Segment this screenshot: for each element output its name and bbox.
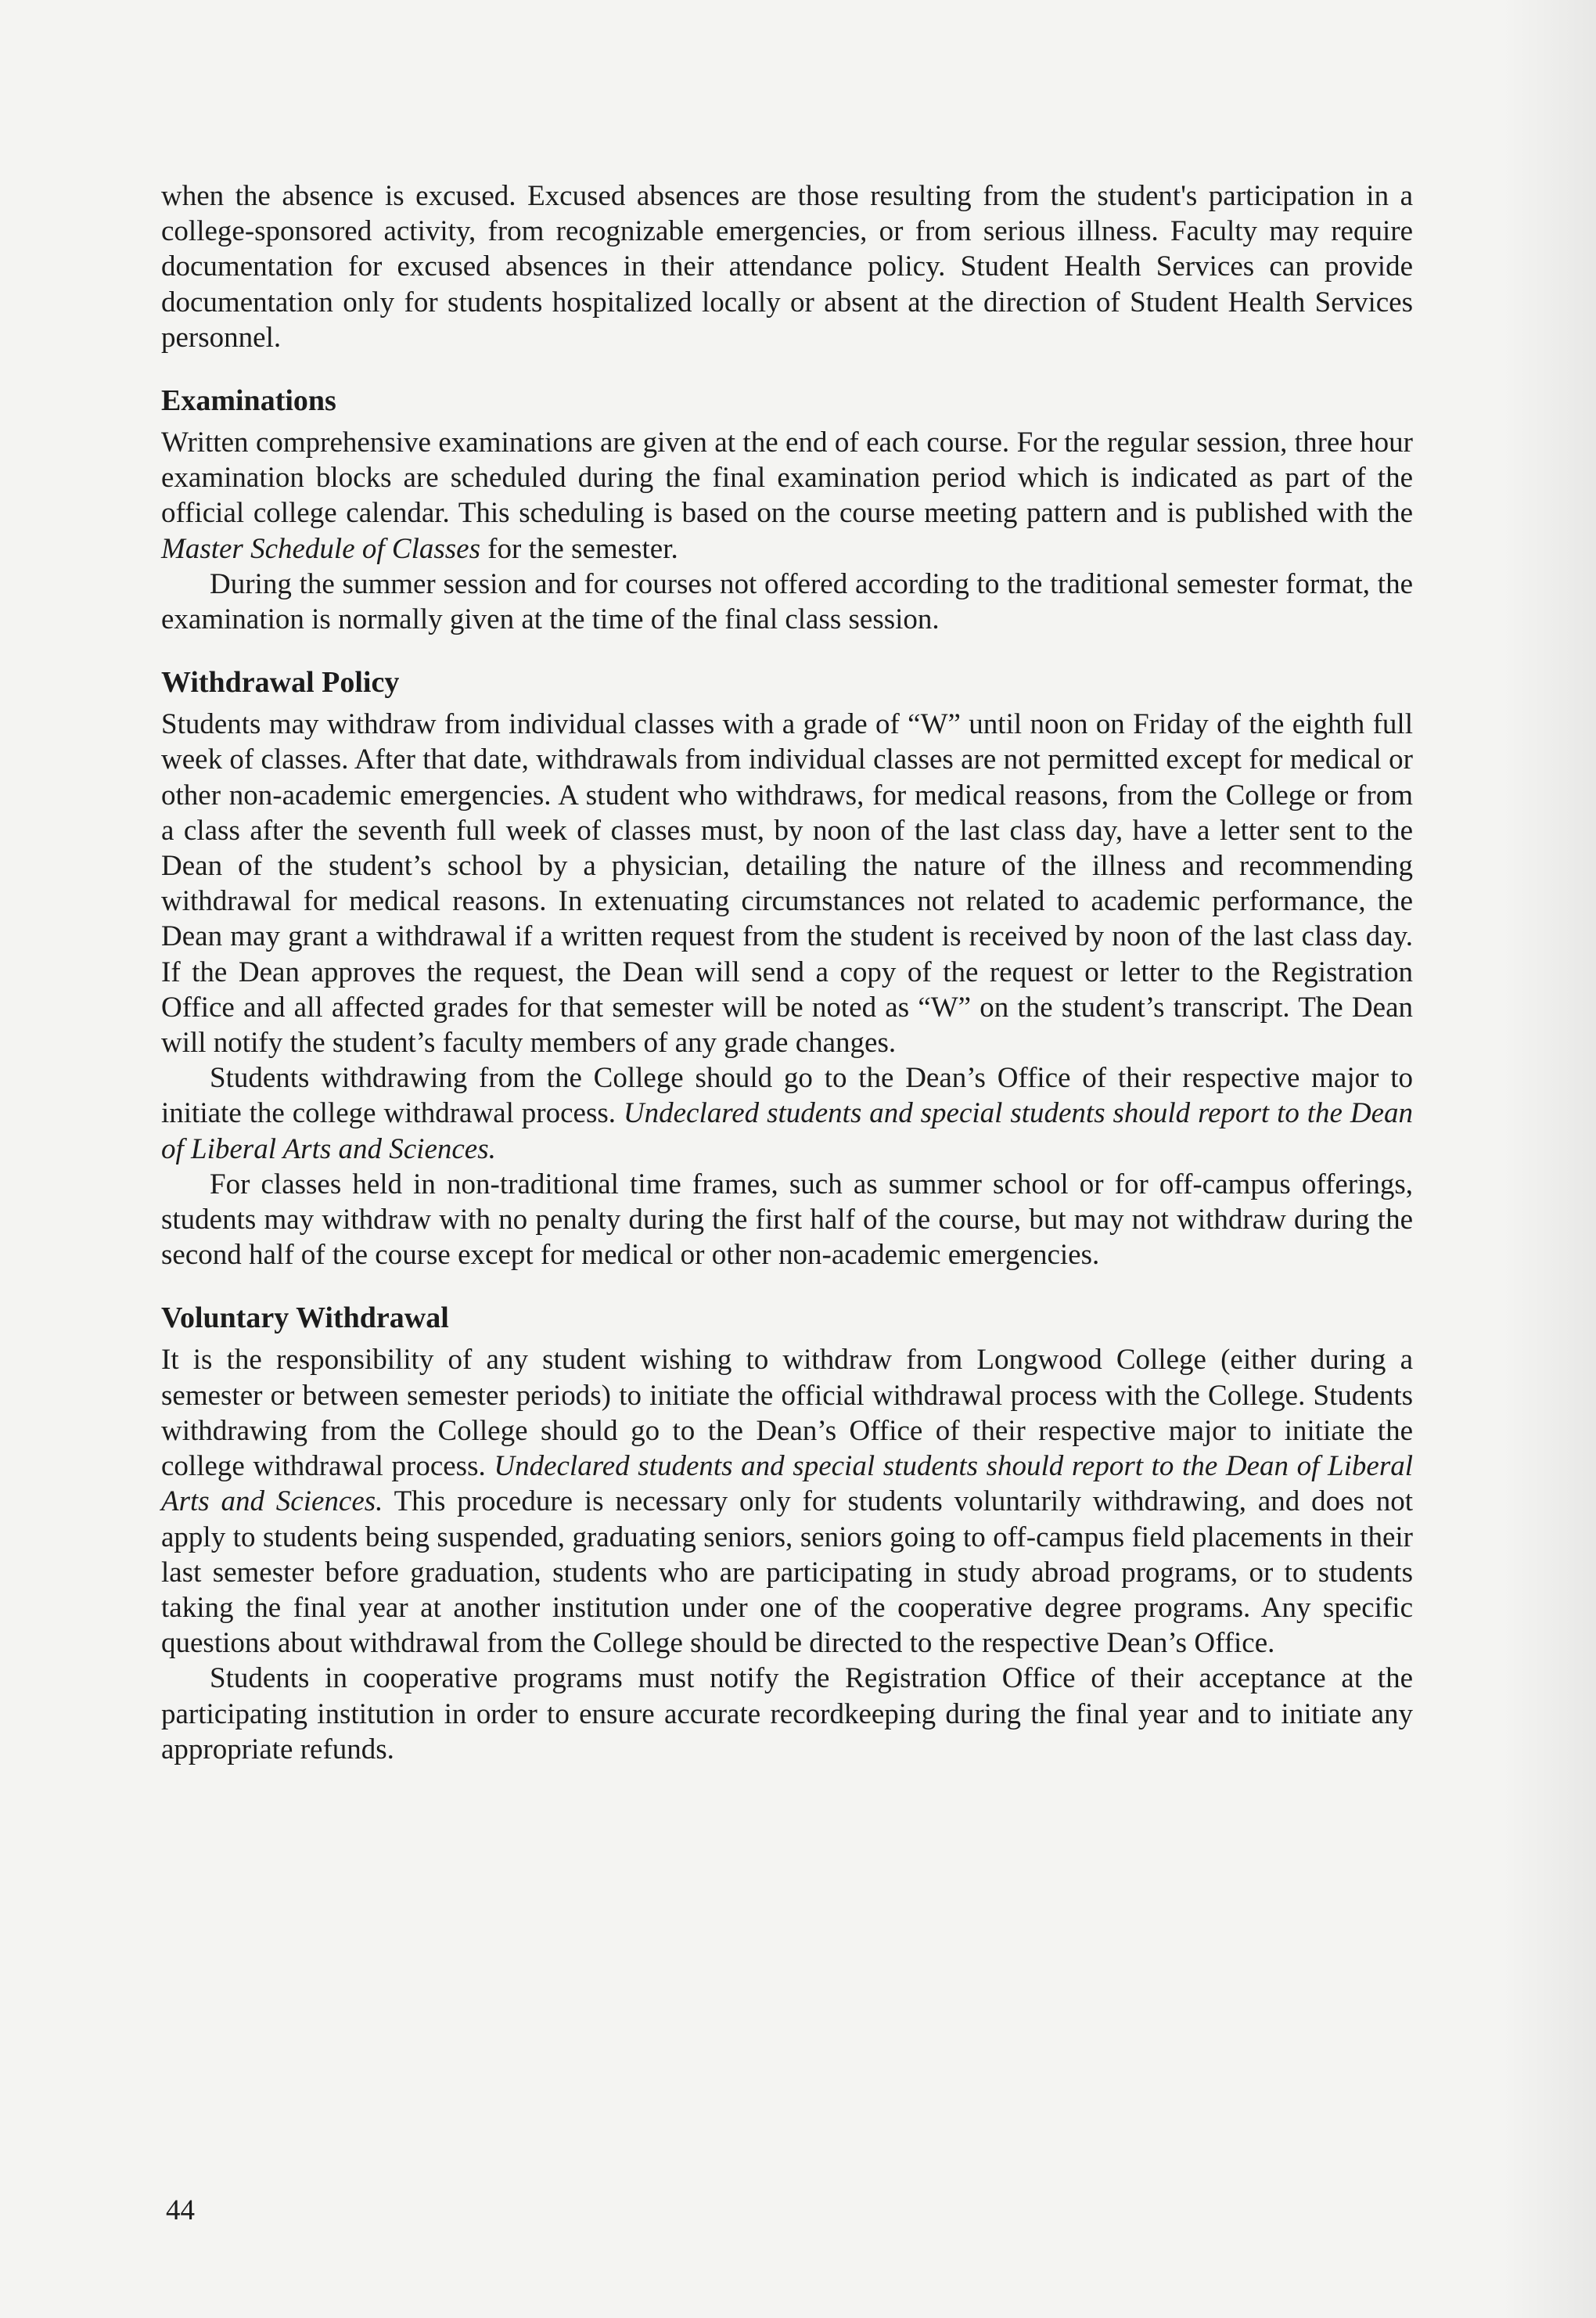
page-edge-shadow: [1502, 0, 1596, 2318]
document-body: [161, 178, 1413, 1767]
intro-paragraph: when the absence is excused. Excused absences are those resulting from the student's participation in a college-sponsored activity, from recognizable emergencies, or from serious illness. Faculty may require documentation for excused absences in their attendance policy. Student Health Services can provide documentation only for students hospitalized locally or absent at the direction of Student Health Services personnel.: [161, 180, 1413, 354]
withdrawal-policy-section: [161, 665, 1413, 1272]
examinations-section: [161, 383, 1413, 637]
withdrawal-policy-text-a: Students withdrawing from the College should go to the Dean’s Office of their respective major to initiate the college withdrawal process.: [161, 1062, 1413, 1130]
voluntary-withdrawal-text-b: This procedure is necessary only for students voluntarily withdrawing, and does not apply to students being suspended, graduating seniors, seniors going to off-campus field placements in their last semester before graduation, students who are participating in study abroad programs, or to students taking the final year at another institution under one of the cooperative degree programs. Any specific questions about withdrawal from the College should be directed to the respective Dean’s Office.: [161, 1485, 1414, 1660]
voluntary-withdrawal-text-a: It is the responsibility of any student wishing to withdraw from Longwood College (either during a semester or between semester periods) to initiate the official withdrawal process with the College. Students withdrawing from the College should go to the Dean’s Office of their respective major to initiate the college withdrawal process.: [161, 1344, 1413, 1483]
voluntary-withdrawal-section: [161, 1301, 1413, 1766]
page-number: 44: [166, 2194, 195, 2226]
undeclared-students-note: Undeclared students and special students should report to the Dean of Liberal Arts and Sciences.: [161, 1097, 1413, 1165]
voluntary-withdrawal-paragraph-1: [161, 1342, 1413, 1661]
withdrawal-policy-paragraph-3: For classes held in non-traditional time frames, such as summer school or for off-campus offerings, students may withdraw with no penalty during the first half of the course, but may not withdraw during the second half of the course except for medical or other non-academic emergencies.: [161, 1168, 1413, 1272]
examinations-text-b: for the semester.: [480, 532, 678, 565]
withdrawal-policy-heading: Withdrawal Policy: [161, 666, 400, 700]
voluntary-withdrawal-heading: Voluntary Withdrawal: [161, 1301, 449, 1335]
master-schedule-title: Master Schedule of Classes: [161, 532, 480, 565]
examinations-text-a: Written comprehensive examinations are given at the end of each course. For the regular session, three hour examination blocks are scheduled during the final examination period which is indicated as part of the official college calendar. This scheduling is based on the course meeting pattern and is published with the: [161, 427, 1413, 530]
withdrawal-policy-paragraph-2: [161, 1060, 1413, 1167]
examinations-heading: Examinations: [161, 384, 336, 418]
withdrawal-policy-paragraph-1: Students may withdraw from individual classes with a grade of “W” until noon on Friday of the eighth full week of classes. After that date, withdrawals from individual classes are not permitted except for medical or other non-academic emergencies. A student who withdraws, for medical reasons, from the College or from a class after the seventh full week of classes must, by noon of the last class day, have a letter sent to the Dean of the student’s school by a physician, detailing the nature of the illness and recommending withdrawal for medical reasons. In extenuating circumstances not related to academic performance, the Dean may grant a withdrawal if a written request from the student is received by noon of the last class day. If the Dean approves the request, the Dean will send a copy of the request or letter to the Registration Office and all affected grades for that semester will be noted as “W” on the student’s transcript. The Dean will notify the student’s faculty members of any grade changes.: [161, 708, 1413, 1060]
undeclared-students-note-2: Undeclared students and special students should report to the Dean of Liberal Arts and Sciences.: [161, 1450, 1413, 1518]
voluntary-withdrawal-paragraph-2: Students in cooperative programs must notify the Registration Office of their acceptance at the participating institution in order to ensure accurate recordkeeping during the final year and to initiate any appropriate refunds.: [161, 1662, 1413, 1765]
examinations-paragraph-1: [161, 425, 1413, 567]
examinations-paragraph-2: During the summer session and for courses not offered according to the traditional semester format, the examination is normally given at the time of the final class session.: [161, 567, 1413, 636]
